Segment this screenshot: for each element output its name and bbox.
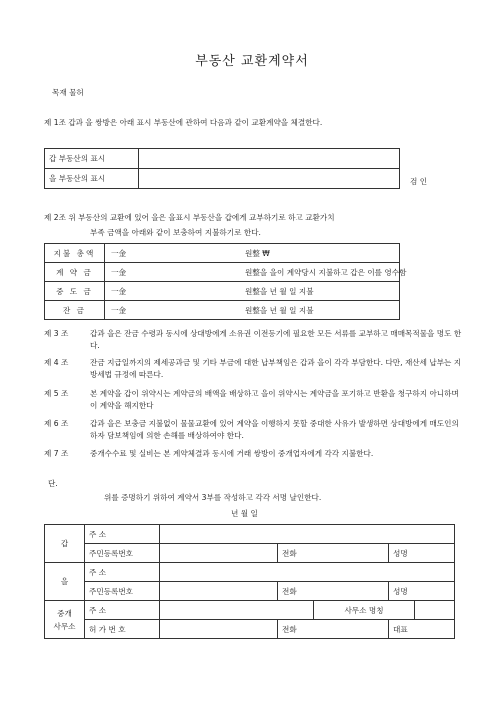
closing-statement: 위를 증명하기 위하여 계약서 3부를 작성하고 각각 서명 날인한다. <box>104 493 322 502</box>
dan-label: 단. <box>48 479 58 488</box>
article-text: 갑과 을은 보충금 지불없이 물물교환에 있어 계약을 이행하지 못할 중대한 사유가 발생하면 상대방에게 매도인의 하자 담보책임에 의한 손해를 배상하여야 한다. <box>90 419 459 440</box>
payment-amount: 一金 <box>110 249 127 258</box>
license-label: 허 가 번 호 <box>85 620 160 639</box>
payment-desc: 원整을 년 월 일 지불 <box>244 287 314 296</box>
gap-address-field[interactable] <box>160 525 455 544</box>
article-5 <box>44 388 464 412</box>
seal-label: 검 인 <box>410 177 428 186</box>
payment-desc: 원整을 년 월 일 지불 <box>244 306 314 315</box>
payment-amount: 一金 <box>110 306 127 315</box>
party-eul-label: 을 <box>45 563 85 601</box>
broker-rep-field[interactable] <box>415 620 455 639</box>
property-b-label: 을 부동산의 표시 <box>45 169 139 189</box>
payment-table <box>44 243 407 320</box>
property-table <box>44 148 400 189</box>
eul-address-field[interactable] <box>160 563 455 582</box>
party-gap-label: 갑 <box>45 525 85 563</box>
rrn-label: 주민등록번호 <box>85 582 160 601</box>
gap-phone-field[interactable] <box>314 544 389 563</box>
payment-label: 지불 총액 <box>45 244 105 263</box>
office-name-label: 사무소 명칭 <box>314 601 415 620</box>
payment-desc: 원整을 을이 계약당시 지불하고 갑은 이를 영수함 <box>244 268 407 277</box>
payment-label: 중 도 금 <box>45 282 105 301</box>
property-a-field[interactable] <box>139 149 400 169</box>
article-number: 제 3 조 <box>44 329 69 338</box>
property-b-field[interactable] <box>139 169 400 189</box>
broker-license-field[interactable] <box>160 620 278 639</box>
gap-rrn-field[interactable] <box>160 544 278 563</box>
broker-phone-field[interactable] <box>314 620 389 639</box>
rrn-label: 주민등록번호 <box>85 544 160 563</box>
payment-row <box>45 244 400 263</box>
gap-name-field[interactable] <box>415 544 455 563</box>
article-text: 잔금 지급일까지의 제세공과금 및 기타 부금에 대한 납부책임은 갑과 을이 각각 부담한다. 다만, 재산세 납부는 지방세법 규정에 따른다. <box>90 358 462 379</box>
payment-field[interactable] <box>104 301 399 320</box>
eul-phone-field[interactable] <box>314 582 389 601</box>
document-title: 부동산 교환계약서 <box>195 54 309 69</box>
payment-label: 계 약 금 <box>45 263 105 282</box>
object-label: 목재 물허 <box>52 88 84 97</box>
payment-amount: 一金 <box>110 287 127 296</box>
payment-desc: 원整 ₩ <box>244 249 270 258</box>
article-number: 제 6 조 <box>44 419 69 428</box>
phone-label: 전화 <box>278 582 314 601</box>
name-label: 성명 <box>389 582 415 601</box>
broker-address-field[interactable] <box>160 601 314 620</box>
date-line: 년 월 일 <box>231 509 258 518</box>
phone-label: 전화 <box>278 544 314 563</box>
address-label: 주 소 <box>85 525 160 544</box>
article-2-line1: 제 2조 위 부동산의 교환에 있어 을은 을표시 부동산을 갑에게 교부하기로 하고 교환가치 <box>44 213 335 222</box>
broker-office-name-field[interactable] <box>415 601 455 620</box>
payment-row <box>45 282 400 301</box>
article-number: 제 5 조 <box>44 389 69 398</box>
party-table <box>44 524 455 639</box>
address-label: 주 소 <box>85 601 160 620</box>
payment-label: 잔 금 <box>45 301 105 320</box>
article-6 <box>44 418 464 442</box>
article-2-line2: 부족 금액을 아래와 같이 보충하여 지불하기로 한다. <box>90 228 261 237</box>
address-label: 주 소 <box>85 563 160 582</box>
property-a-label: 갑 부동산의 표시 <box>45 149 139 169</box>
article-3 <box>44 328 464 352</box>
article-text: 본 계약을 갑이 위약시는 계약금의 배액을 배상하고 을이 위약시는 계약금을 포기하고 반환을 청구하지 아니하며 이 계약을 해지한다 <box>90 389 459 410</box>
phone-label: 전화 <box>278 620 314 639</box>
eul-rrn-field[interactable] <box>160 582 278 601</box>
payment-field[interactable] <box>104 282 399 301</box>
article-7 <box>44 448 464 472</box>
payment-field[interactable] <box>104 263 407 282</box>
payment-field[interactable] <box>104 244 399 263</box>
article-1: 제 1조 갑과 을 쌍방은 아래 표시 부동산에 관하여 다음과 같이 교환계약을 체결한다. <box>44 118 323 127</box>
party-broker-label: 중개 사무소 <box>45 601 85 639</box>
eul-name-field[interactable] <box>415 582 455 601</box>
article-text: 중개수수료 및 실비는 본 계약체결과 동시에 거래 쌍방이 중개업자에게 각각 지불한다. <box>90 449 374 458</box>
article-text: 갑과 을은 잔금 수령과 동시에 상대방에게 소유권 이전등기에 필요한 모든 서류를 교부하고 매매목적물을 명도 한다. <box>90 329 462 350</box>
payment-amount: 一金 <box>110 268 127 277</box>
article-number: 제 4 조 <box>44 358 69 367</box>
payment-row <box>45 263 400 282</box>
rep-label: 대표 <box>389 620 415 639</box>
name-label: 성명 <box>389 544 415 563</box>
article-4 <box>44 357 464 381</box>
payment-row <box>45 301 400 320</box>
article-number: 제 7 조 <box>44 449 69 458</box>
